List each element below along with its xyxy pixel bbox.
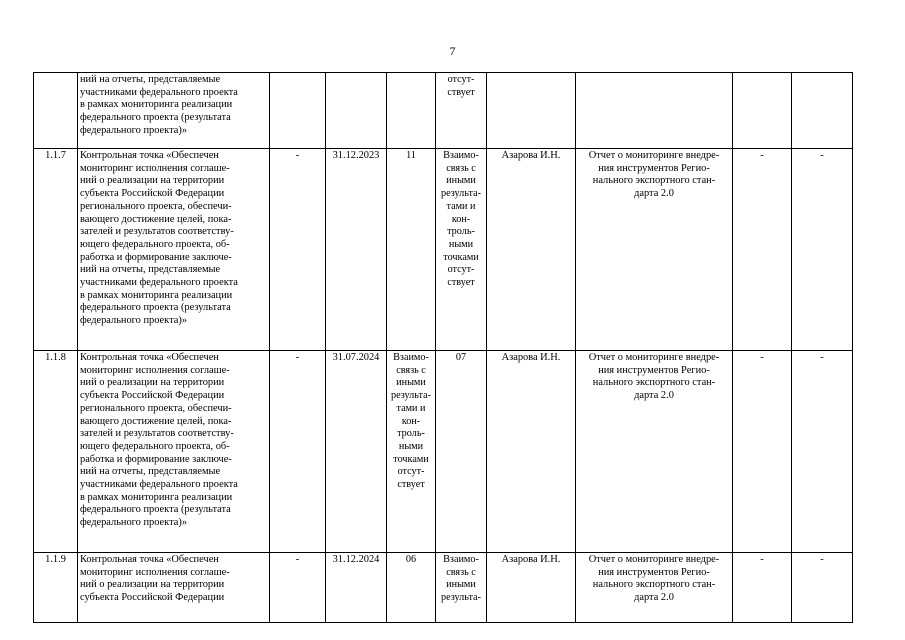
date-cell: 31.07.2024 xyxy=(326,351,387,553)
column-6-cell: Взаимо- связь с иными результа- xyxy=(436,553,487,623)
date-cell: 31.12.2023 xyxy=(326,149,387,351)
column-9-cell xyxy=(733,73,792,149)
document-cell: Отчет о мониторинге внедре- ния инструментов Регио- нального экспортного стан- дарта 2.0 xyxy=(576,149,733,351)
description-cell: ний на отчеты, представляемые участниками федерального проекта в рамках мониторинга реализации федерального проекта (результата федерального проекта)» xyxy=(78,73,270,149)
row-number-cell: 1.1.7 xyxy=(34,149,78,351)
column-5-cell: Взаимо- связь с иными результа- тами и кон- троль- ными точками отсут- ствует xyxy=(387,351,436,553)
row-number-cell xyxy=(34,73,78,149)
table-row xyxy=(34,553,853,623)
row-number-cell: 1.1.9 xyxy=(34,553,78,623)
page-number: 7 xyxy=(449,44,456,58)
table-body xyxy=(34,73,853,623)
responsible-cell: Азарова И.Н. xyxy=(487,149,576,351)
column-9-cell: - xyxy=(733,351,792,553)
document-cell: Отчет о мониторинге внедре- ния инструментов Регио- нального экспортного стан- дарта 2.0 xyxy=(576,553,733,623)
column-5-cell: 11 xyxy=(387,149,436,351)
document-cell: Отчет о мониторинге внедре- ния инструментов Регио- нального экспортного стан- дарта 2.0 xyxy=(576,351,733,553)
predecessor-cell: - xyxy=(270,351,326,553)
table-row xyxy=(34,351,853,553)
table-row xyxy=(34,73,853,149)
responsible-cell xyxy=(487,73,576,149)
description-cell: Контрольная точка «Обеспечен мониторинг исполнения соглаше- ний о реализации на территории субъекта Российской Федерации регионального проекта, обеспечи- вающего достижение целей, пока- зателей и результатов соответству- ющего федерального проекта, об- работка и формирование заключе- ний на отчеты, представляемые участниками федерального проекта в рамках мониторинга реализации федерального проекта (результата федерального проекта)» xyxy=(78,351,270,553)
column-6-cell: 07 xyxy=(436,351,487,553)
predecessor-cell: - xyxy=(270,553,326,623)
responsible-cell: Азарова И.Н. xyxy=(487,553,576,623)
predecessor-cell xyxy=(270,73,326,149)
description-cell: Контрольная точка «Обеспечен мониторинг исполнения соглаше- ний о реализации на территории субъекта Российской Федерации xyxy=(78,553,270,623)
responsible-cell: Азарова И.Н. xyxy=(487,351,576,553)
column-10-cell: - xyxy=(792,351,853,553)
column-5-cell xyxy=(387,73,436,149)
column-10-cell: - xyxy=(792,553,853,623)
column-9-cell: - xyxy=(733,149,792,351)
column-10-cell xyxy=(792,73,853,149)
control-points-table xyxy=(33,72,853,623)
column-6-cell: Взаимо- связь с иными результа- тами и кон- троль- ными точками отсут- ствует xyxy=(436,149,487,351)
column-10-cell: - xyxy=(792,149,853,351)
column-9-cell: - xyxy=(733,553,792,623)
column-5-cell: 06 xyxy=(387,553,436,623)
row-number-cell: 1.1.8 xyxy=(34,351,78,553)
date-cell xyxy=(326,73,387,149)
date-cell: 31.12.2024 xyxy=(326,553,387,623)
predecessor-cell: - xyxy=(270,149,326,351)
table-row xyxy=(34,149,853,351)
document-cell xyxy=(576,73,733,149)
column-6-cell: отсут- ствует xyxy=(436,73,487,149)
description-cell: Контрольная точка «Обеспечен мониторинг исполнения соглаше- ний о реализации на территории субъекта Российской Федерации регионального проекта, обеспечи- вающего достижение целей, пока- зателей и результатов соответству- ющего федерального проекта, об- работка и формирование заключе- ний на отчеты, представляемые участниками федерального проекта в рамках мониторинга реализации федерального проекта (результата федерального проекта)» xyxy=(78,149,270,351)
